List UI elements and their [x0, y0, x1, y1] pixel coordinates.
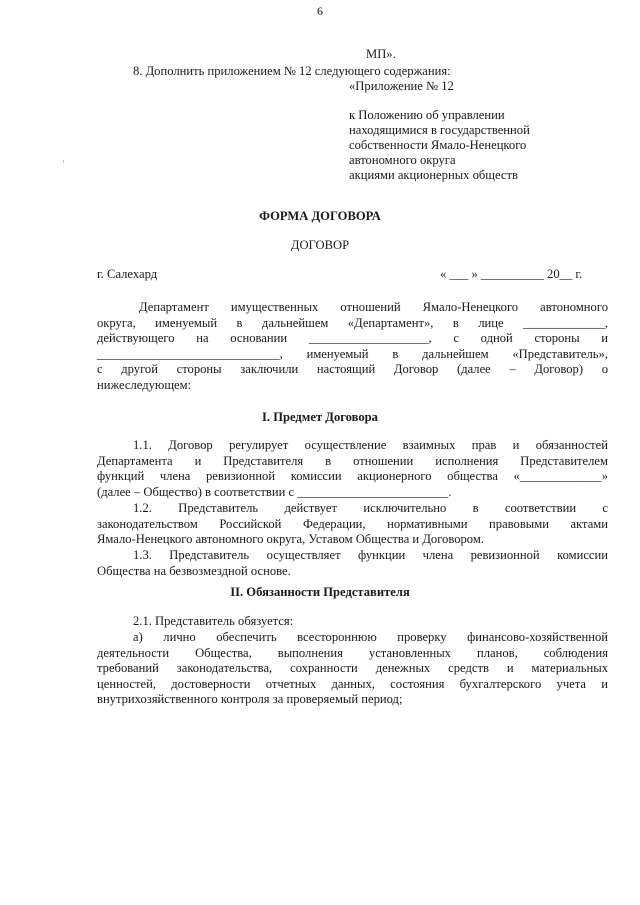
- clause-1-3: [97, 548, 608, 579]
- text-line: нижеследующем:: [97, 377, 192, 392]
- text-line: а) лично обеспечить всестороннюю проверку финансово-хозяйственной: [133, 630, 608, 644]
- appendix-line: собственности Ямало-Ненецкого: [349, 138, 527, 152]
- section-1-title: I. Предмет Договора: [262, 410, 378, 424]
- appendix-line: автономного округа: [349, 153, 456, 167]
- text-line: с другой стороны заключили настоящий Договор (далее – Договор) о: [97, 362, 608, 377]
- text-line: внутрихозяйственного контроля за проверяемый период;: [97, 692, 403, 707]
- text-line: требований законодательства, сохранности денежных средств и материальных: [97, 661, 608, 676]
- clause-1-1: [97, 438, 608, 500]
- appendix-line: находящимися в государственной: [349, 123, 530, 137]
- text-line: деятельности Общества, выполнения установленных планов, соблюдения: [97, 645, 608, 660]
- form-title: ФОРМА ДОГОВОРА: [259, 209, 381, 223]
- text-line: действующего на основании ___________________, с одной стороны и: [97, 331, 608, 346]
- appendix-line: акциями акционерных обществ: [349, 168, 518, 182]
- intro-paragraph: [97, 300, 608, 394]
- margin-mark: [63, 160, 64, 163]
- item-8: 8. Дополнить приложением № 12 следующего содержания:: [133, 64, 451, 78]
- clause-1-2: [97, 501, 608, 548]
- page-number: 6: [317, 4, 323, 18]
- text-line: ценностей, достоверности отчетных данных, состояния бухгалтерского учета и: [97, 676, 608, 691]
- section-2-title: II. Обязанности Представителя: [230, 585, 410, 599]
- clause-2-1-a: [97, 630, 608, 708]
- text-line: Ямало-Ненецкого автономного округа, Уставом Общества и Договором.: [97, 532, 484, 547]
- date-line: « ___ » __________ 20__ г.: [440, 267, 583, 281]
- text-line: Департамент имущественных отношений Ямало-Ненецкого автономного: [139, 300, 608, 314]
- text-line: (далее – Общество) в соответствии с ________________________.: [97, 484, 452, 499]
- text-line: 1.1. Договор регулирует осуществление взаимных прав и обязанностей: [133, 438, 608, 452]
- text-line: Департамента и Представителя в отношении исполнения Представителем: [97, 453, 608, 468]
- contract-title: ДОГОВОР: [290, 238, 350, 252]
- text-line: 1.3. Представитель осуществляет функции члена ревизионной комиссии: [133, 548, 608, 562]
- text-line: Общества на безвозмездной основе.: [97, 563, 291, 578]
- appendix-title: «Приложение № 12: [349, 79, 454, 93]
- appendix-line: к Положению об управлении: [349, 108, 505, 122]
- clause-2-1: 2.1. Представитель обязуется:: [133, 614, 294, 628]
- text-line: округа, именуемый в дальнейшем «Департамент», в лице _____________,: [97, 315, 608, 330]
- text-line: функций члена ревизионной комиссии акционерного общества «_____________»: [97, 469, 608, 484]
- text-line: _____________________________, именуемый в дальнейшем «Представитель»,: [97, 346, 608, 361]
- text-line: 1.2. Представитель действует исключительно в соответствии с: [133, 501, 608, 515]
- city: г. Салехард: [97, 267, 158, 281]
- text-line: законодательством Российской Федерации, нормативными правовыми актами: [97, 516, 608, 531]
- mp-line: МП».: [366, 47, 396, 61]
